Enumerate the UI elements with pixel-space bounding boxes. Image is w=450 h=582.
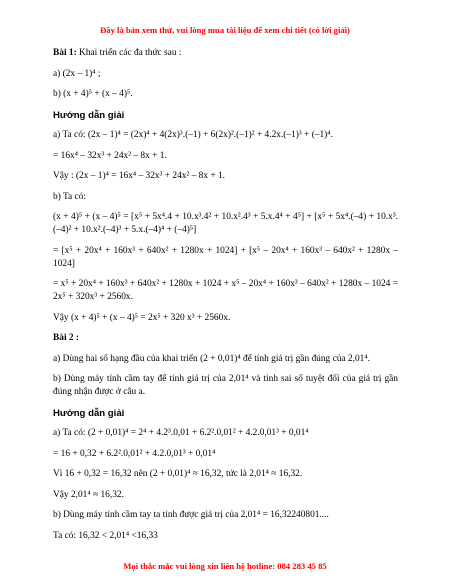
bai1-part-b: b) (x + 4)⁵ + (x – 4)⁵. [53,89,133,99]
bai1-solution-heading: Hướng dẫn giải [53,109,125,121]
bai2-title: Bài 2 : [53,333,80,343]
bai1-part-a: a) (2x – 1)⁴ ; [53,68,101,79]
bai1-sol-b3: = [x⁵ + 20x⁴ + 160x³ + 640x² + 1280x + 1024] + [x⁵ – 20x⁴ + 160x³ – 640x² + 1280x –1024] [53,245,398,269]
bai2-sol-b1: b) Dùng máy tính cầm tay ta tính được giá trị của 2,01⁴ = 16,32240801.... [53,510,329,520]
bai1-title: Bài 1: [53,48,77,58]
preview-banner: Đây là bản xem thử, vui lòng mua tài liệu để xem chi tiết (có lời giải) [100,25,350,35]
bai1-prompt [53,47,398,60]
bai1-sol-b5: Vậy (x + 4)⁵ + (x – 4)⁵ = 2x⁵ + 320 x³ + 2560x. [53,312,231,323]
bai1-sol-b2: (x + 4)⁵ + (x – 4)⁵ = [x⁵ + 5x⁴.4 + 10.x³.4² + 10.x².4³ + 5.x.4⁴ + 4⁵] + [x⁵ + 5x⁴.(–4) + 10.x³.(–4)² + 10.x².(–4)³ + 5.x.(–4)⁴ + (–4)⁵] [53,212,398,235]
bai2-sol-a3: Vì 16 + 0,32 = 16,32 nên (2 + 0,01)⁴ ≈ 16,32, tức là 2,01⁴ ≈ 16,32. [53,469,303,479]
bai1-sol-a3: Vậy : (2x – 1)⁴ = 16x⁴ – 32x³ + 24x² – 8x + 1. [53,171,226,181]
bai2-sol-a1: a) Ta có: (2 + 0,01)⁴ = 2⁴ + 4.2³.0,01 + 6.2².0,01² + 4.2.0,01³ + 0,01⁴ [53,428,309,438]
bai2-sol-a4: Vậy 2,01⁴ ≈ 16,32. [53,489,124,500]
bai1-sol-b4: = x⁵ + 20x⁴ + 160x³ + 640x² + 1280x + 1024 + x⁵ – 20x⁴ + 160x³ – 640x² + 1280x – 1024 = 2x⁵ + 320x³ + 2560x. [53,279,398,302]
bai2-part-a: a) Dùng hai số hạng đầu của khai triển (2 + 0,01)⁴ để tính giá trị gần đúng của 2,01⁴. [53,353,370,364]
bai1-intro: Khai triển các đa thức sau : [76,48,182,58]
bai2-part-b: b) Dùng máy tính cầm tay để tính giá trị của 2,01⁴ và tính sai số tuyệt đối của giá trị gần đúng nhận được ở câu a. [53,374,398,397]
hotline-banner: Mọi thắc mắc vui lòng xin liên hệ hotline: 084 283 45 85 [123,561,327,571]
bai1-sol-a1: a) Ta có: (2x – 1)⁴ = (2x)⁴ + 4(2x)³.(–1) + 6(2x)².(–1)² + 4.2x.(–1)³ + (–1)⁴. [53,130,333,140]
bai2-sol-a2: = 16 + 0,32 + 6.2².0,01² + 4.2.0,01³ + 0,01⁴ [53,448,216,459]
bai2-sol-b2: Ta có: 16,32 < 2,01⁴ <16,33 [53,530,158,541]
bai2-solution-heading: Hướng dẫn giải [53,407,125,419]
document-body [53,47,398,543]
bai1-sol-a2: = 16x⁴ – 32x³ + 24x² – 8x + 1. [53,150,167,161]
bai1-sol-b1: b) Ta có: [53,191,87,202]
